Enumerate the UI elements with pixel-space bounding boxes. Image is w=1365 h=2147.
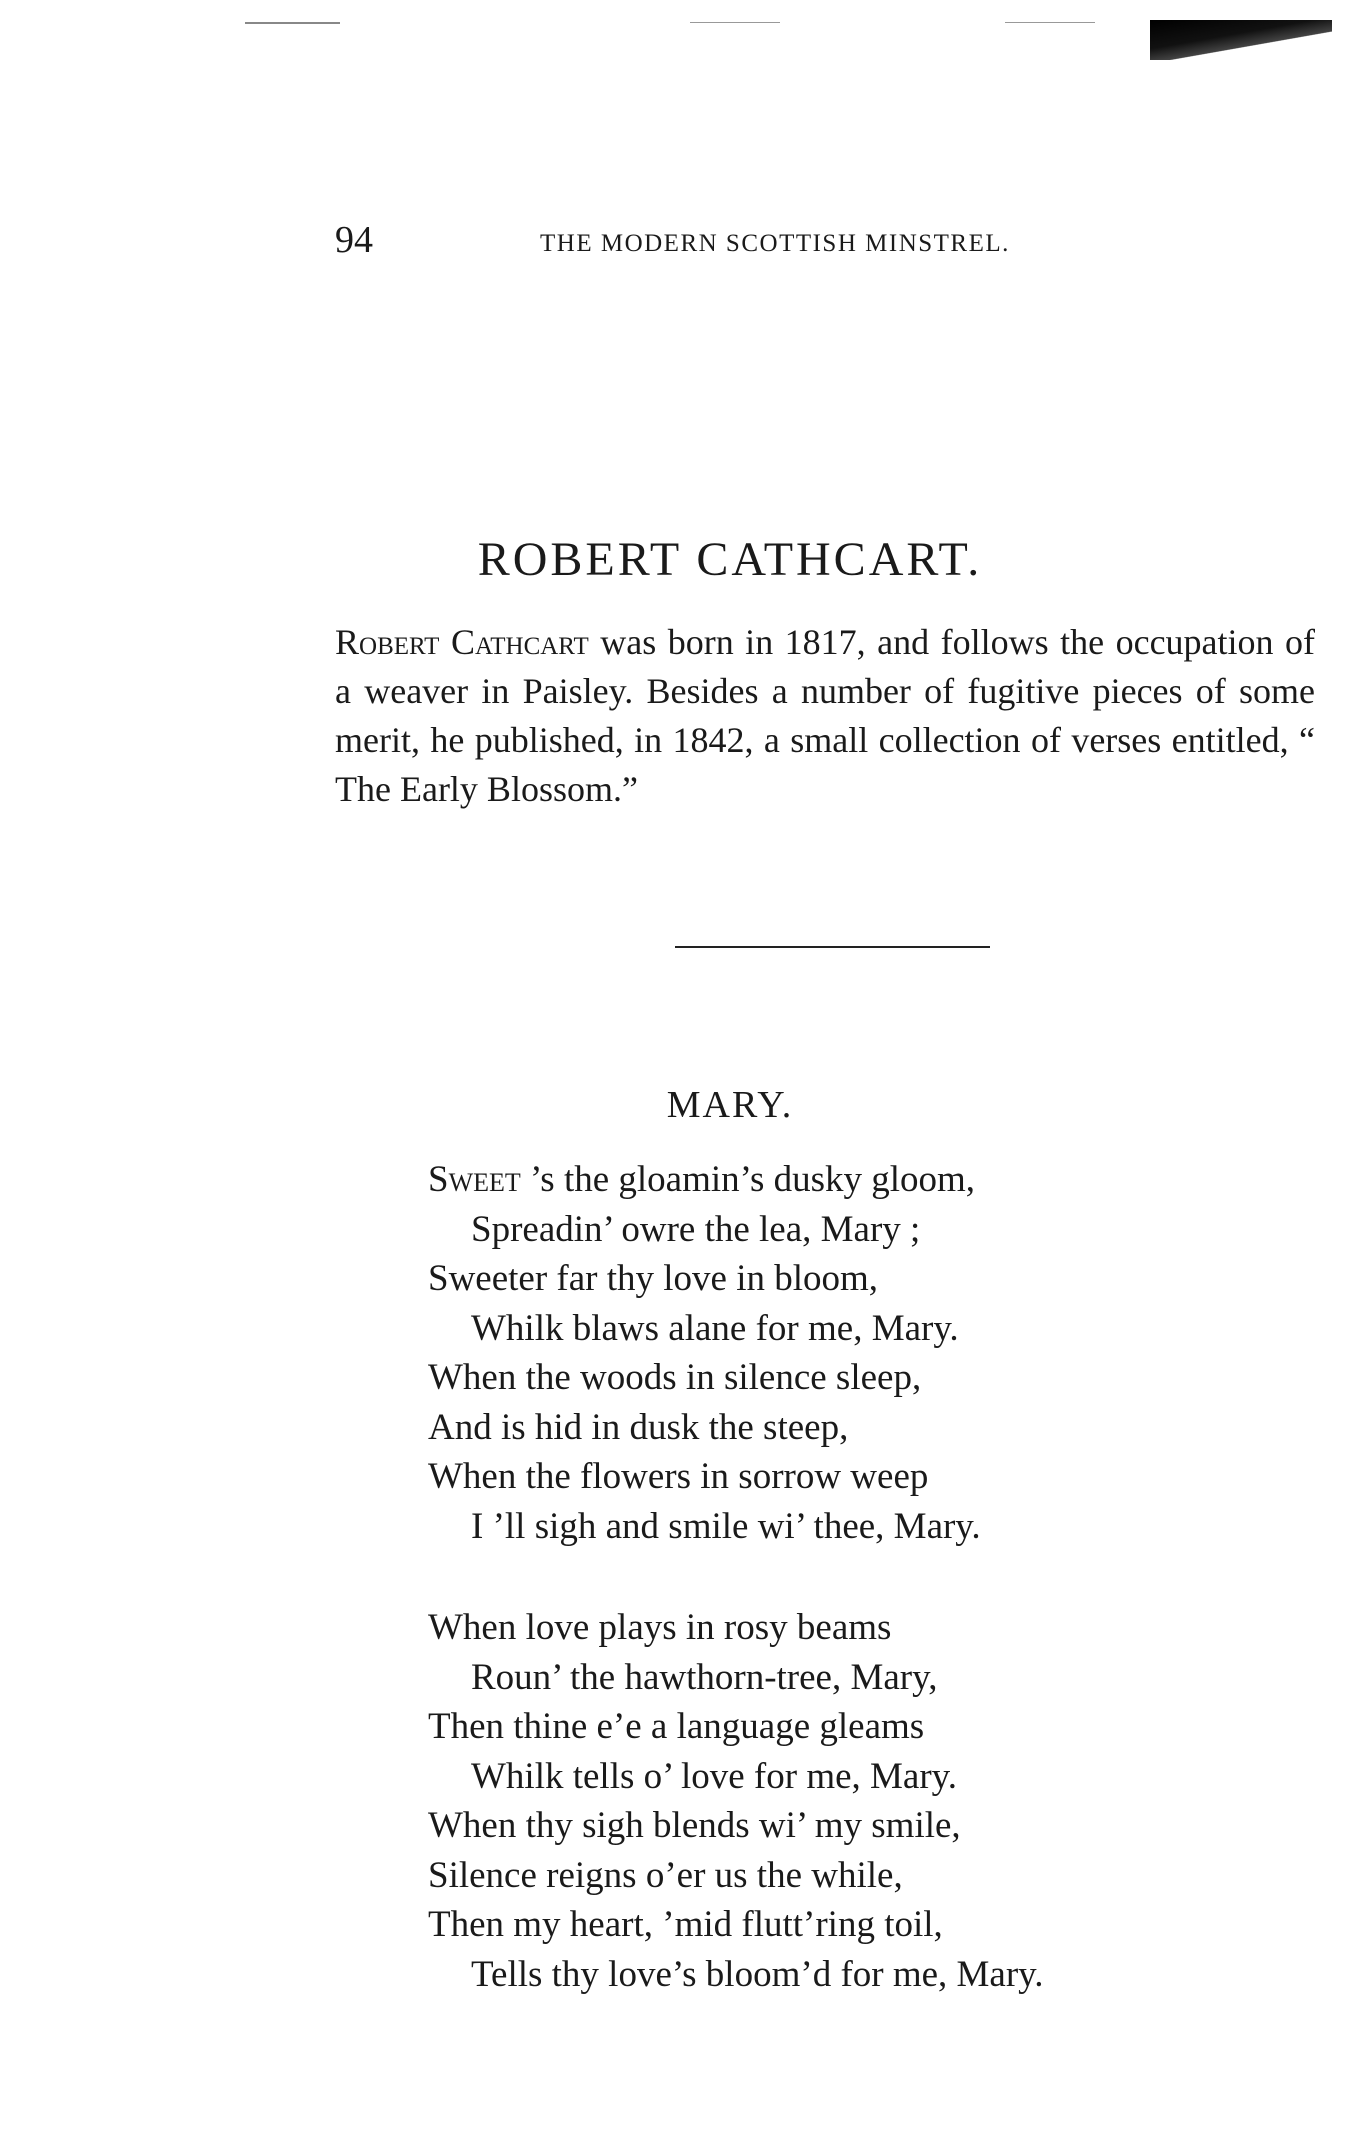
poem-line: Spreadin’ owre the lea, Mary ; [471,1208,921,1250]
poem-line: When the flowers in sorrow weep [428,1456,929,1497]
poem-line: Then my heart, ’mid flutt’ring toil, [428,1904,943,1945]
scan-artifact [245,22,340,24]
poem-first-rest: ’s the gloamin’s dusky gloom, [520,1159,976,1200]
poem-line: Sweeter far thy love in bloom, [428,1258,879,1299]
poem-line: And is hid in dusk the steep, [428,1406,849,1448]
running-title: THE MODERN SCOTTISH MINSTREL. [540,230,1010,257]
poem-line [428,1155,1228,1205]
section-title: ROBERT CATHCART. [477,533,983,586]
poem-body [428,1155,1228,1999]
page-number: 94 [335,219,373,261]
bio-text: was born in 1817, and follows the occupation of a weaver in Paisley. Besides a number of fugitive pieces of some merit, he published, in 1842, a small collection of verses entitled, “ The Early Blossom.” [335,622,1316,809]
poem-line: Then thine e’e a language gleams [428,1706,925,1747]
scan-artifact [690,22,780,23]
poem-line: Whilk blaws alane for me, Mary. [471,1307,959,1349]
scan-artifact [1005,22,1095,23]
poem-line: When love plays in rosy beams [428,1607,892,1648]
bio-name: Robert Cathcart [335,622,589,662]
poem-line: Roun’ the hawthorn-tree, Mary, [471,1656,938,1698]
poem-line: When the woods in silence sleep, [428,1357,922,1398]
poem-title: MARY. [666,1084,794,1126]
poem-line: When thy sigh blends wi’ my smile, [428,1805,961,1846]
poem-line: Whilk tells o’ love for me, Mary. [471,1755,958,1797]
biography-paragraph [335,618,1315,814]
page-header [335,218,1335,268]
stanza-gap [428,1551,1228,1603]
poem-first-word: Sweet [428,1159,521,1200]
poem-line: Silence reigns o’er us the while, [428,1854,903,1896]
section-divider [675,946,990,948]
poem-line: Tells thy love’s bloom’d for me, Mary. [471,1953,1044,1995]
poem-line: I ’ll sigh and smile wi’ thee, Mary. [471,1505,981,1547]
scan-artifact [1150,20,1332,60]
